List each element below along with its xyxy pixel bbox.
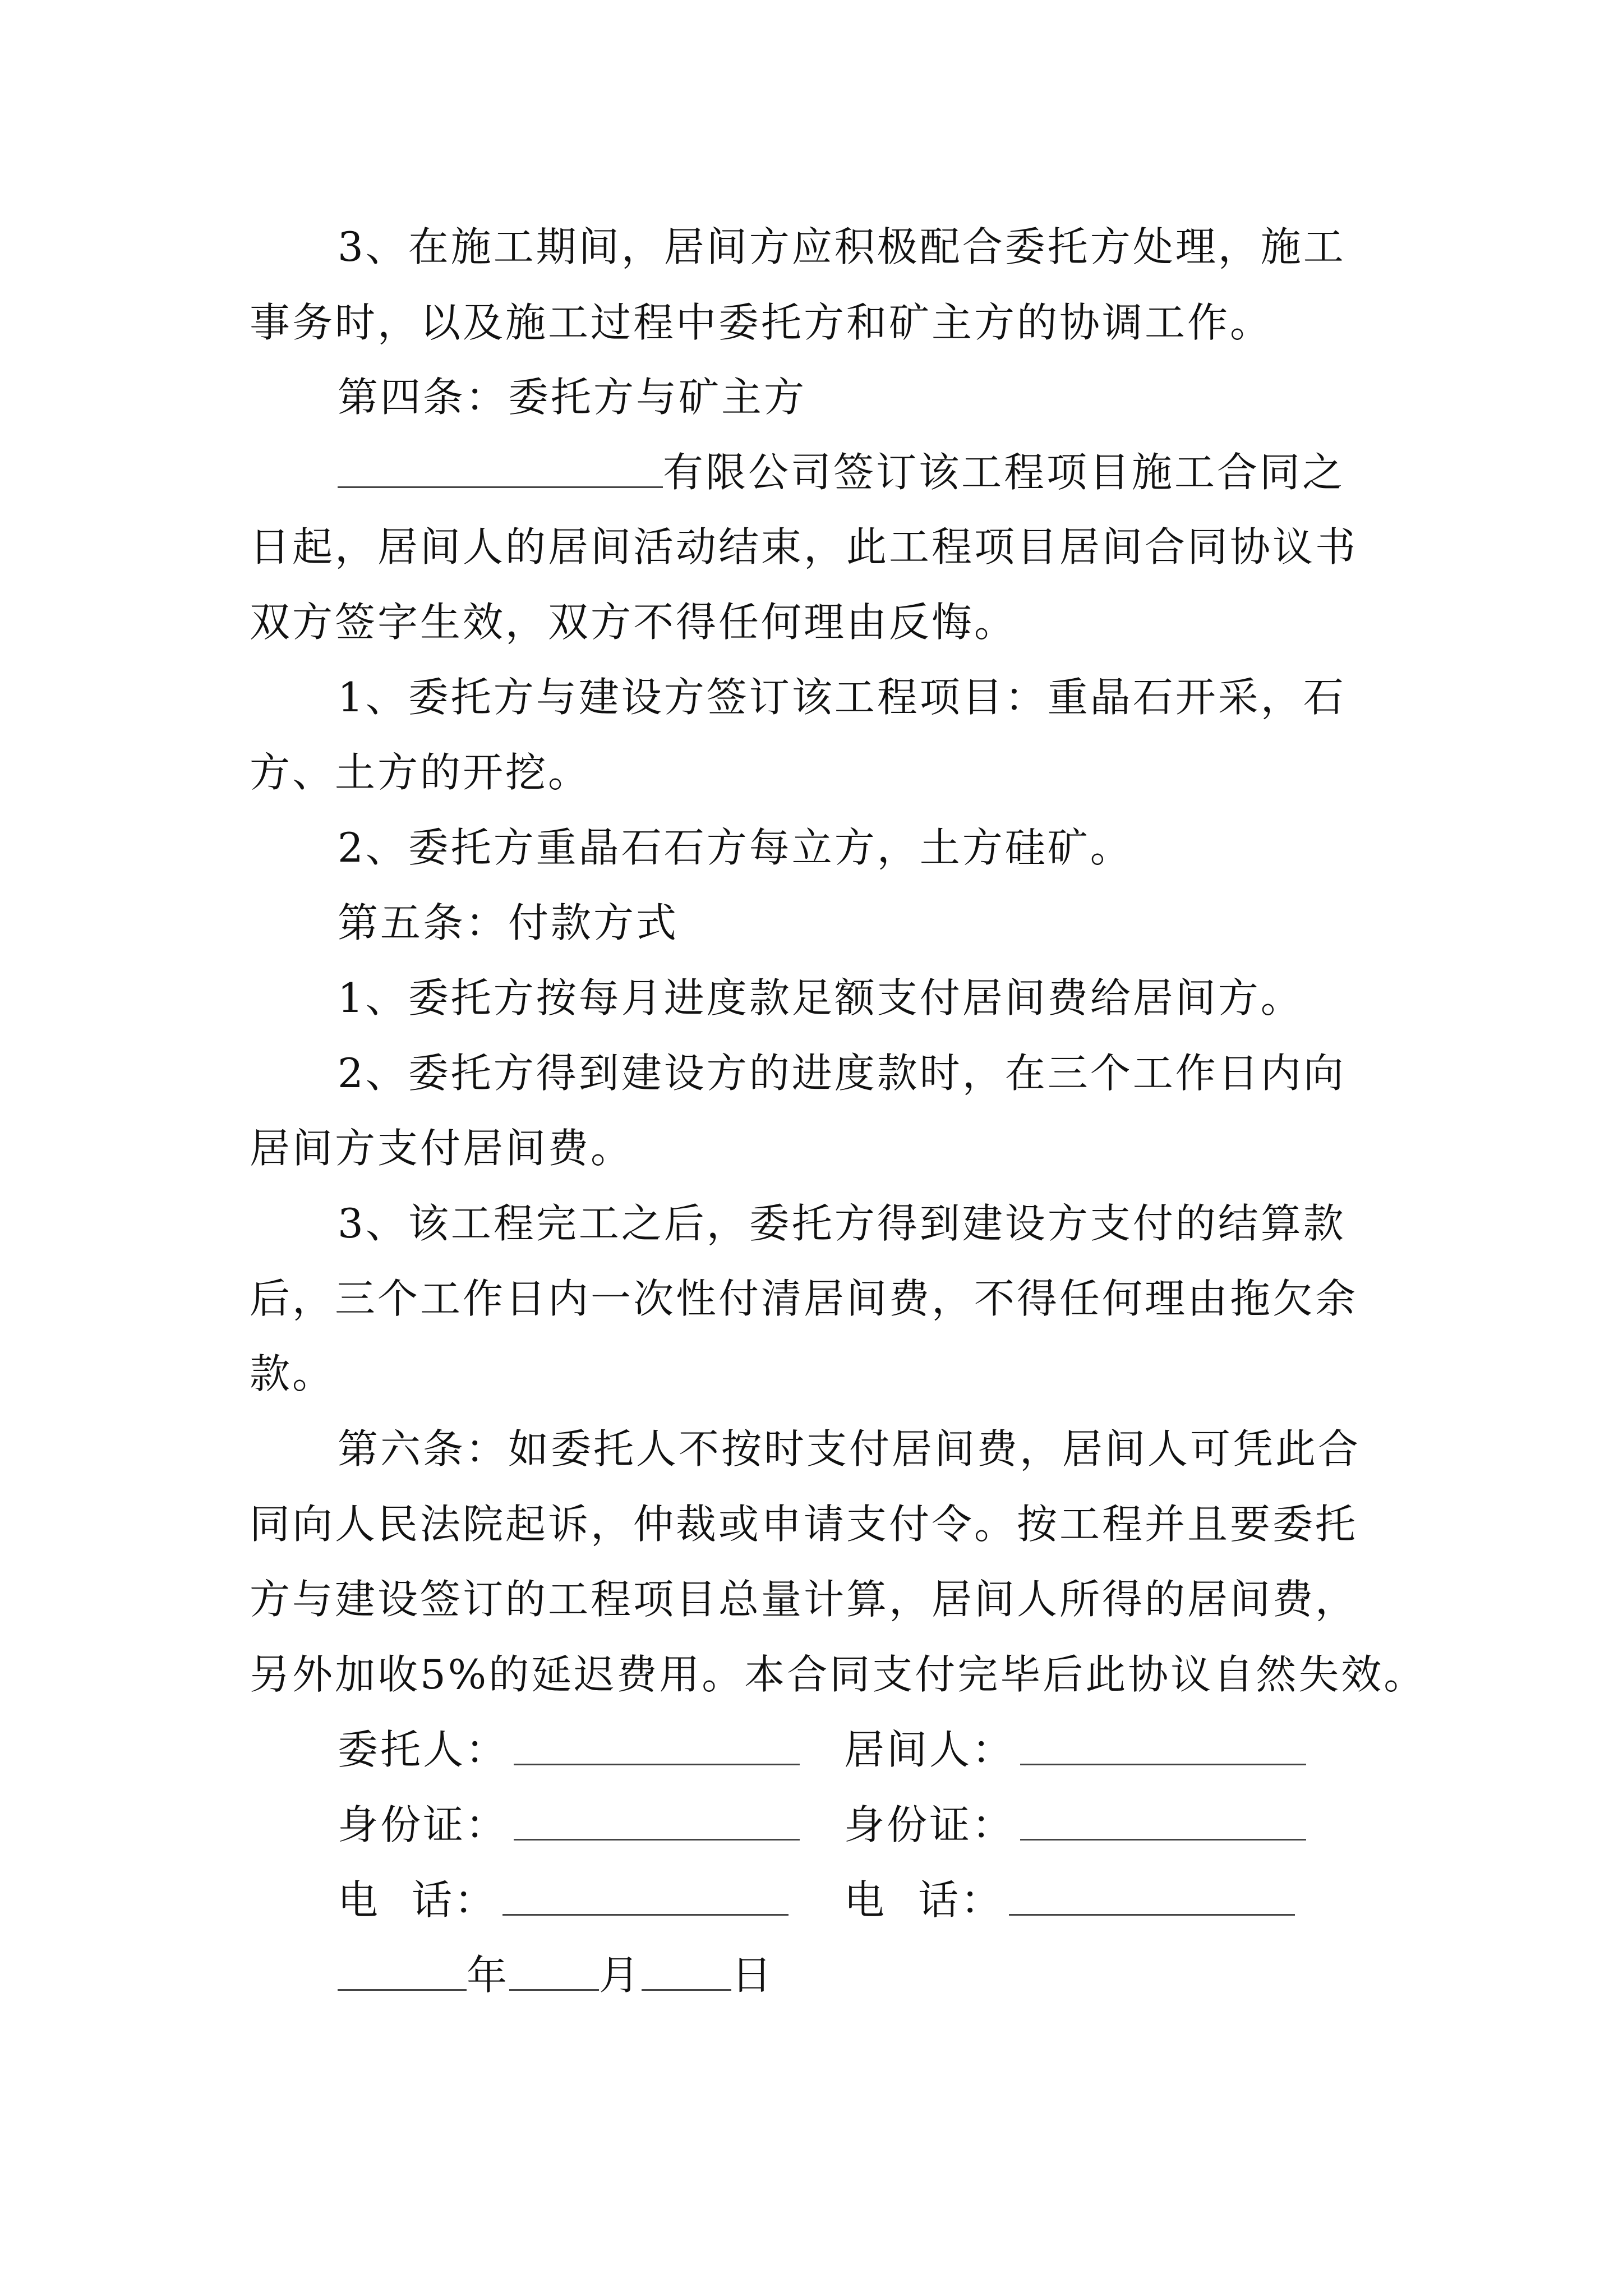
paragraph-line: 2、委托方得到建设方的进度款时，在三个工作日内向 <box>338 1050 1346 1097</box>
client-id-row <box>338 1800 800 1850</box>
paragraph-line: 同向人民法院起诉，仲裁或申请支付令。按工程并且要委托 <box>250 1501 1358 1548</box>
paragraph-line: 款。 <box>250 1350 335 1397</box>
article-4-title: 第四条：委托方与矿主方 <box>338 374 807 421</box>
paragraph-line: 另外加收5%的延迟费用。本合同支付完毕后此协议自然失效。 <box>250 1651 1427 1698</box>
paragraph-line: 事务时，以及施工过程中委托方和矿主方的协调工作。 <box>250 299 1273 346</box>
client-label: 委托人： <box>338 1726 509 1773</box>
client-signature-row <box>338 1724 800 1775</box>
client-phone-label-char: 电 <box>338 1876 412 1924</box>
year-blank[interactable] <box>338 1950 467 1991</box>
day-label: 日 <box>731 1952 774 1999</box>
agent-signature-field[interactable] <box>1020 1724 1306 1765</box>
date-row <box>338 1950 774 2000</box>
paragraph-line: 1、委托方与建设方签订该工程项目：重晶石开采，石 <box>338 674 1346 721</box>
agent-id-label: 身份证： <box>844 1801 1015 1848</box>
paragraph-line: 方、土方的开挖。 <box>250 749 591 796</box>
month-blank[interactable] <box>509 1950 599 1991</box>
agent-phone-label-char: 电 <box>844 1876 919 1924</box>
paragraph-line: 2、委托方重晶石石方每立方，土方硅矿。 <box>338 824 1133 871</box>
agent-label: 居间人： <box>844 1726 1015 1773</box>
month-label: 月 <box>599 1952 642 1999</box>
paragraph-line <box>338 447 1345 498</box>
client-phone-field[interactable] <box>502 1875 789 1916</box>
paragraph-line: 后，三个工作日内一次性付清居间费，不得任何理由拖欠余 <box>250 1275 1358 1322</box>
day-blank[interactable] <box>642 1950 731 1991</box>
paragraph-line: 3、在施工期间，居间方应积极配合委托方处理，施工 <box>338 223 1346 270</box>
client-phone-label: 话： <box>412 1876 497 1924</box>
paragraph-line: 3、该工程完工之后，委托方得到建设方支付的结算款 <box>338 1200 1346 1247</box>
client-id-field[interactable] <box>514 1800 800 1841</box>
agent-phone-field[interactable] <box>1009 1875 1295 1916</box>
agent-id-row <box>844 1800 1306 1850</box>
agent-phone-row <box>844 1875 1295 1925</box>
paragraph-line: 1、委托方按每月进度款足额支付居间费给居间方。 <box>338 974 1303 1022</box>
paragraph-line: 第六条：如委托人不按时支付居间费，居间人可凭此合 <box>338 1425 1361 1473</box>
paragraph-line: 双方签字生效，双方不得任何理由反悔。 <box>250 599 1017 646</box>
paragraph-line: 日起，居间人的居间活动结束，此工程项目居间合同协议书 <box>250 523 1358 570</box>
paragraph-line: 居间方支付居间费。 <box>250 1125 634 1172</box>
client-id-label: 身份证： <box>338 1801 509 1848</box>
company-blank-line <box>338 447 663 488</box>
client-signature-field[interactable] <box>514 1724 800 1765</box>
paragraph-line: 方与建设签订的工程项目总量计算，居间人所得的居间费， <box>250 1576 1358 1623</box>
year-label: 年 <box>467 1952 510 1999</box>
paragraph-text: 有限公司签订该工程项目施工合同之 <box>663 449 1345 496</box>
article-5-title: 第五条：付款方式 <box>338 899 679 946</box>
client-phone-row <box>338 1875 789 1925</box>
agent-signature-row <box>844 1724 1306 1775</box>
agent-phone-label: 话： <box>918 1876 1004 1924</box>
agent-id-field[interactable] <box>1020 1800 1306 1841</box>
